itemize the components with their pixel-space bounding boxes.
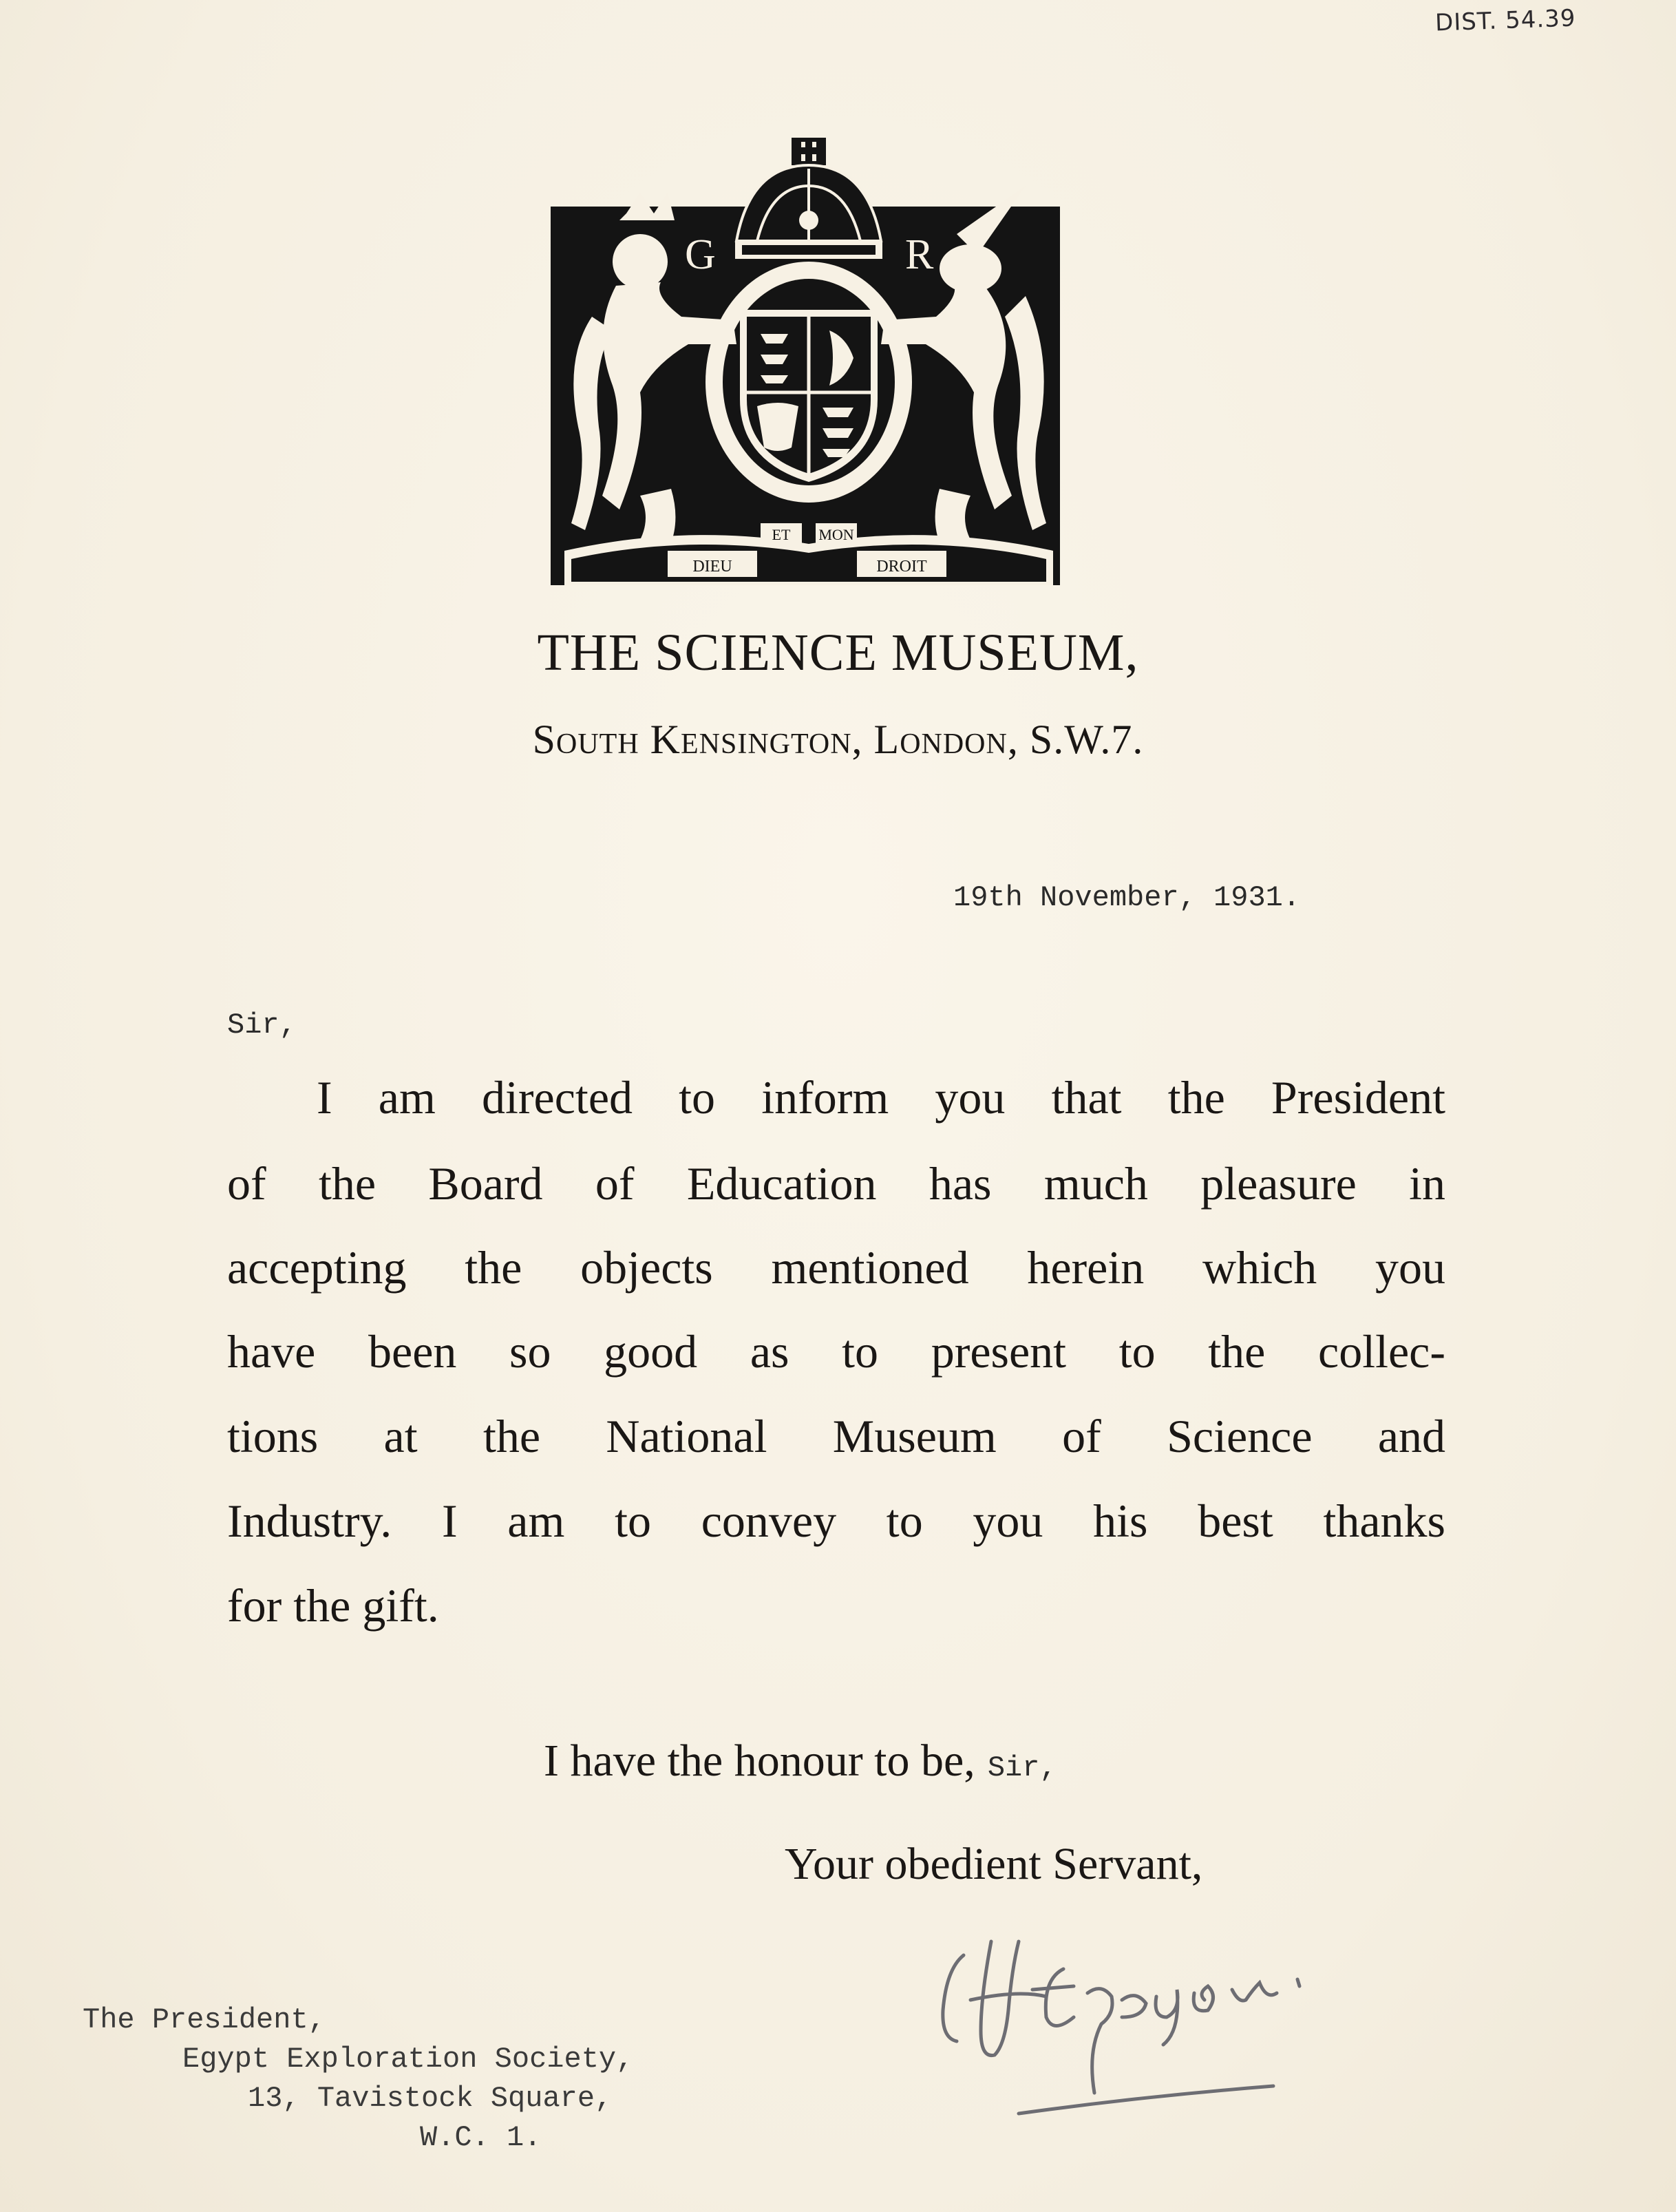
letter-date: 19th November, 1931. — [953, 881, 1301, 914]
recipient-line: Egypt Exploration Society, — [182, 2043, 634, 2076]
motto-dieu: DIEU — [692, 558, 732, 576]
crest-monogram-g: G — [685, 231, 716, 278]
salutation: Sir, — [227, 1009, 297, 1042]
letterhead-address: South Kensington, London, S.W.7. — [532, 717, 1144, 762]
closing-line-1 — [544, 1735, 1057, 1787]
crest-monogram-r: R — [905, 231, 934, 278]
body-line: for the gift. — [227, 1579, 439, 1632]
letterhead-name: THE SCIENCE MUSEUM, — [537, 624, 1139, 682]
closing-typed-sir: Sir, — [987, 1751, 1057, 1784]
motto-droit: DROIT — [876, 558, 927, 576]
body-line: accepting the objects mentioned herein which you — [227, 1241, 1445, 1294]
recipient-line: W.C. 1. — [420, 2121, 542, 2154]
motto-et: ET — [772, 526, 791, 543]
recipient-line: 13, Tavistock Square, — [248, 2082, 613, 2115]
body-line: I am directed to inform you that the President — [317, 1071, 1445, 1124]
body-line: have been so good as to present to the collec- — [227, 1325, 1445, 1378]
closing-line-2: Your obedient Servant, — [785, 1839, 1203, 1889]
closing-phrase: I have the honour to be, — [544, 1736, 975, 1786]
body-line: tions at the National Museum of Science and — [227, 1410, 1445, 1462]
royal-coat-of-arms-icon — [551, 138, 1067, 592]
crown-icon — [792, 138, 826, 165]
archive-reference: DIST. 54.39 — [1434, 4, 1577, 37]
body-line: of the Board of Education has much pleasure in — [227, 1157, 1445, 1210]
handwritten-signature — [915, 1914, 1342, 2141]
recipient-line: The President, — [83, 2003, 326, 2036]
motto-mon: MON — [818, 526, 854, 543]
body-line: Industry. I am to convey to you his best thanks — [227, 1495, 1445, 1547]
